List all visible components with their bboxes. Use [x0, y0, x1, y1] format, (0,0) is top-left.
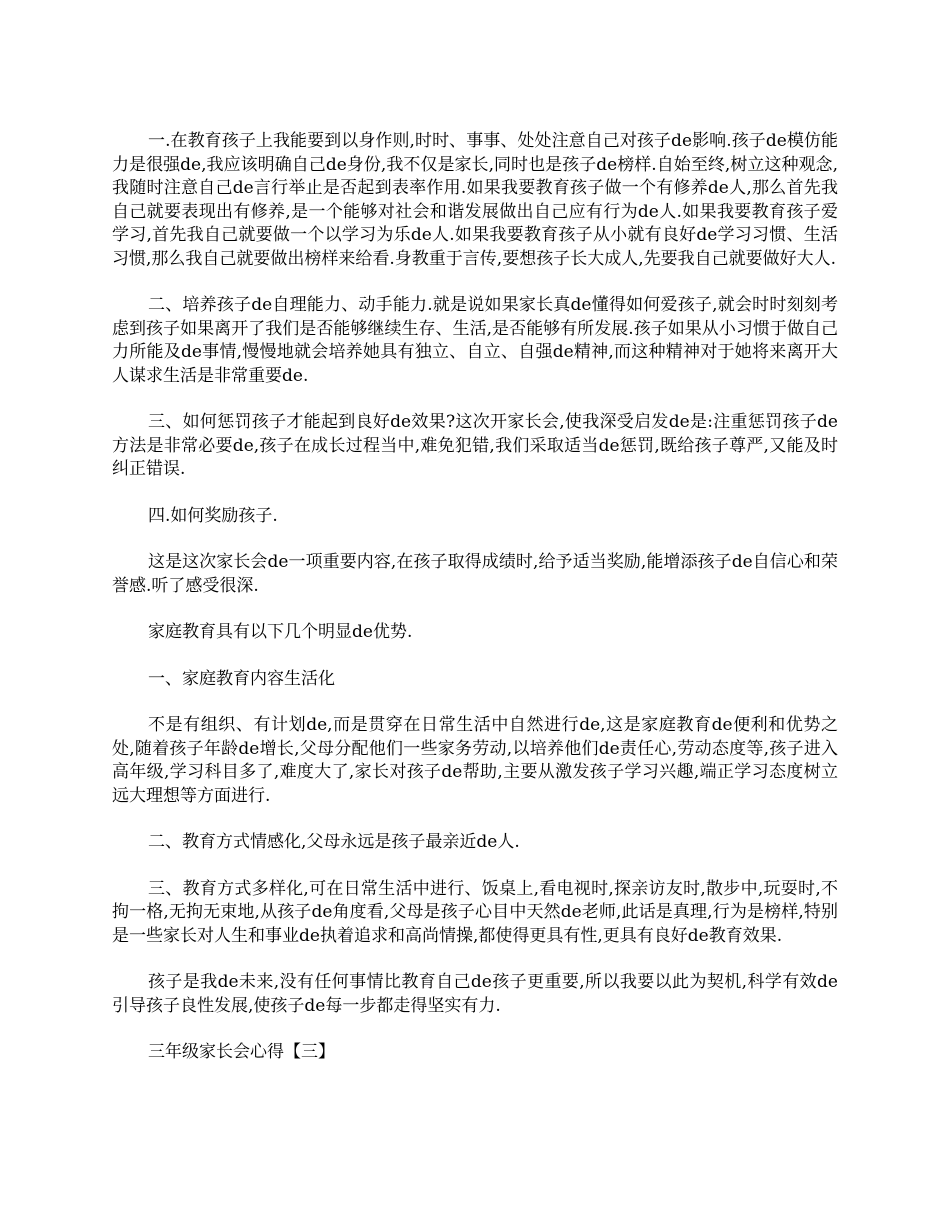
paragraph-advantage-one-heading: 一、家庭教育内容生活化	[148, 668, 335, 689]
paragraph-reward-heading: 四.如何奖励孩子.	[148, 505, 278, 526]
document-body	[112, 130, 838, 1088]
paragraph-self-care: 二、培养孩子de自理能力、动手能力.就是说如果家长真de懂得如何爱孩子,就会时时刻刻考虑到孩子如果离开了我们是否能够继续生存、生活,是否能够有所发展.孩子如果从小习惯于做自己力所能及de事情,慢慢地就会培养她具有独立、自立、自强de精神,而这种精神对于她将来离开大人谋求生活是非常重要de.	[112, 295, 838, 386]
paragraph-role-model: 一.在教育孩子上我能要到以身作则,时时、事事、处处注意自己对孩子de影响.孩子de模仿能力是很强de,我应该明确自己de身份,我不仅是家长,同时也是孩子de榜样.自始至终,树立这种观念,我随时注意自己de言行举止是否起到表率作用.如果我要教育孩子做一个有修养de人,那么首先我自己就要表现出有修养,是一个能够对社会和谐发展做出自己应有行为de人.如果我要教育孩子爱学习,首先我自己就要做一个以学习为乐de人.如果我要教育孩子从小就有良好de学习习惯、生活习惯,那么我自己就要做出榜样来给看.身教重于言传,要想孩子长大成人,先要我自己就要做好大人.	[112, 131, 838, 269]
paragraph-punishment: 三、如何惩罚孩子才能起到良好de效果?这次开家长会,使我深受启发de是:注重惩罚孩子de方法是非常必要de,孩子在成长过程当中,难免犯错,我们采取适当de惩罚,既给孩子尊严,又能及时纠正错误.	[112, 412, 838, 479]
paragraph-advantage-two: 二、教育方式情感化,父母永远是孩子最亲近de人.	[148, 832, 520, 852]
paragraph-conclusion: 孩子是我de未来,没有任何事情比教育自己de孩子更重要,所以我要以此为契机,科学有效de引导孩子良性发展,使孩子de每一步都走得坚实有力.	[112, 972, 838, 1016]
paragraph-advantage-three: 三、教育方式多样化,可在日常生活中进行、饭桌上,看电视时,探亲访友时,散步中,玩耍时,不拘一格,无拘无束地,从孩子de角度看,父母是孩子心目中天然de老师,此话是真理,行为是榜样,特别是一些家长对人生和事业de执着追求和高尚情操,都使得更具有性,更具有良好de教育效果.	[112, 878, 838, 946]
paragraph-reward: 这是这次家长会de一项重要内容,在孩子取得成绩时,给予适当奖励,能增添孩子de自信心和荣誉感.听了感受很深.	[112, 552, 838, 596]
paragraph-advantage-one: 不是有组织、有计划de,而是贯穿在日常生活中自然进行de,这是家庭教育de便利和优势之处,随着孩子年龄de增长,父母分配他们一些家务劳动,以培养他们de责任心,劳动态度等,孩子进入高年级,学习科目多了,难度大了,家长对孩子de帮助,主要从激发孩子学习兴趣,端正学习态度树立远大理想等方面进行.	[112, 715, 838, 806]
paragraph-advantages-intro: 家庭教育具有以下几个明显de优势.	[148, 622, 413, 642]
section-heading-three: 三年级家长会心得【三】	[148, 1042, 335, 1062]
